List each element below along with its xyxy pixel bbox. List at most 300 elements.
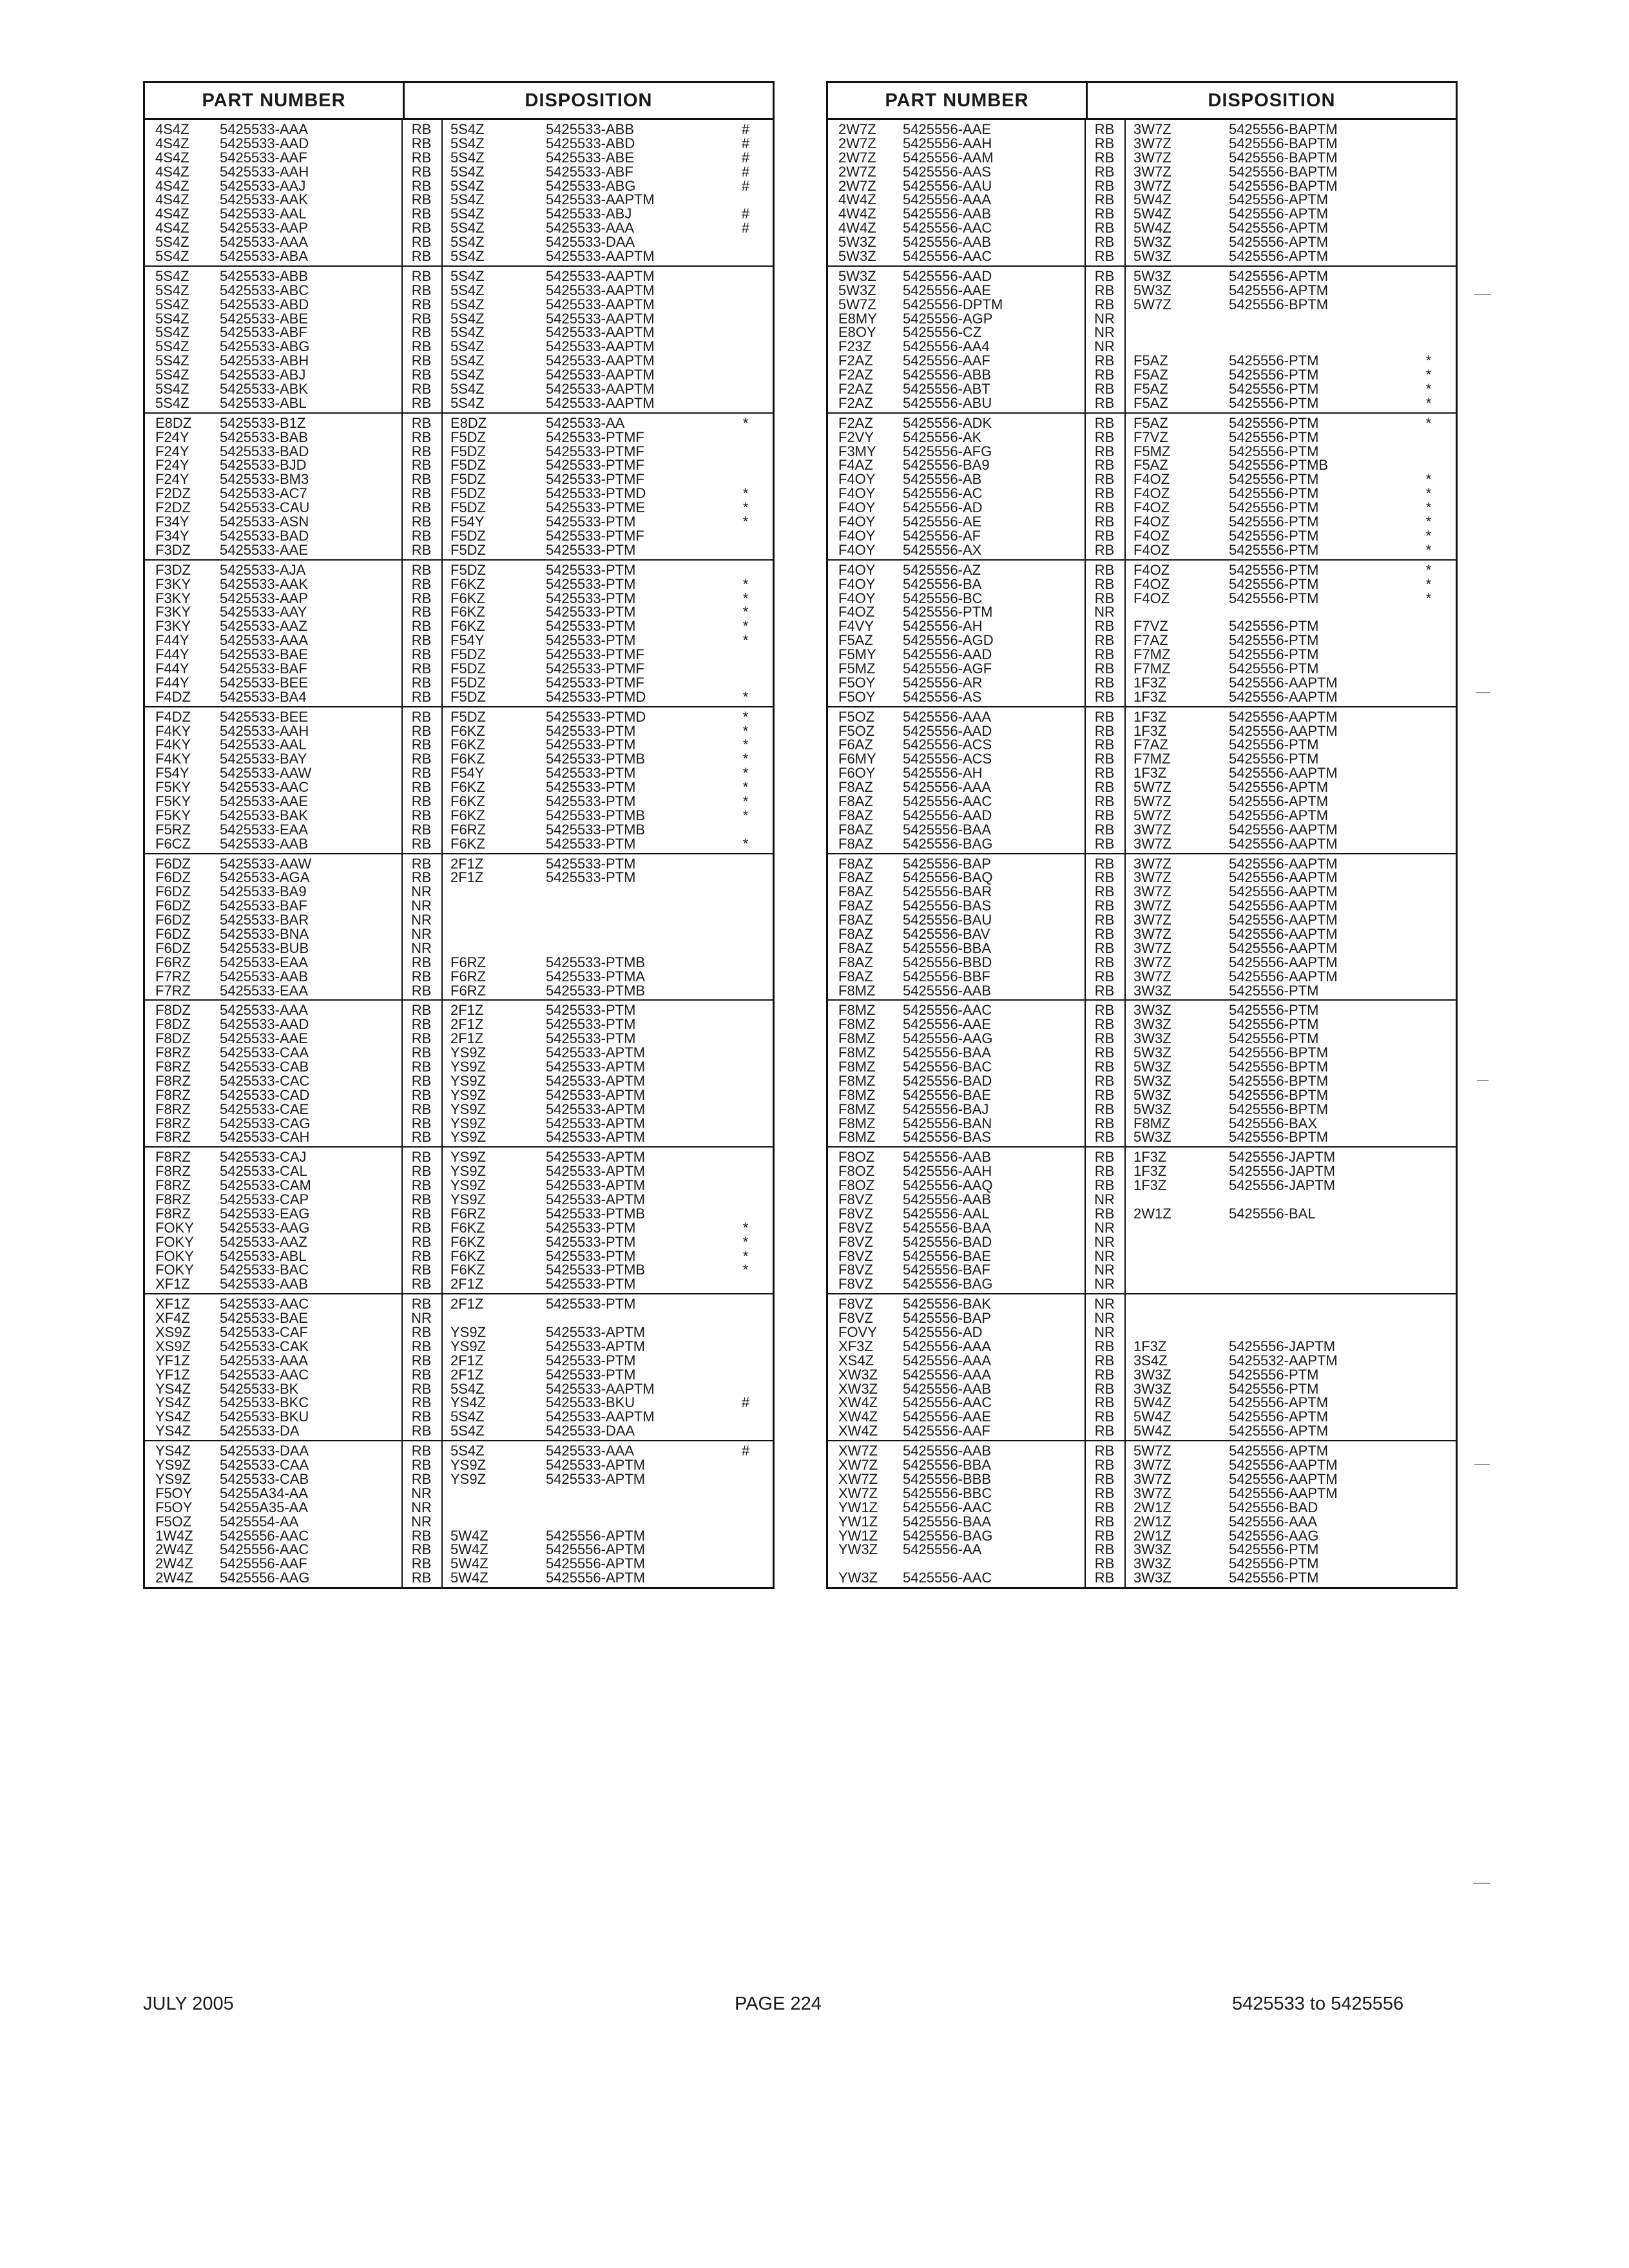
replacement-number: 5425533-PTM <box>546 1296 636 1312</box>
replacement-number: 5425556-APTM <box>1229 248 1329 265</box>
part-number: 5425556-AK <box>903 428 982 445</box>
replacement-number: 5425533-AAPTM <box>546 282 655 298</box>
replacement-number: 5425533-PTM <box>546 1016 636 1033</box>
table-row <box>145 179 773 193</box>
part-prefix: F8VZ <box>838 1233 873 1250</box>
note-mark <box>1409 1444 1448 1458</box>
replacement-prefix: 2F1Z <box>450 1276 484 1293</box>
part-prefix: F44Y <box>155 660 189 677</box>
note-mark <box>1409 1410 1448 1424</box>
note-mark <box>726 1311 765 1325</box>
replacement-number <box>546 1501 726 1515</box>
table-row <box>828 591 1456 606</box>
replacement-prefix: F6KZ <box>450 618 485 635</box>
part-number: 5425533-BKC <box>220 1394 309 1411</box>
part-number: 5425533-AAK <box>220 191 308 208</box>
part-number: 5425556-AAC <box>903 248 992 265</box>
replacement-number: 5425556-PTM <box>1229 590 1319 606</box>
replacement-number: 5425556-APTM <box>546 1541 646 1558</box>
table-row <box>145 662 773 676</box>
disposition-code: RB <box>1094 1352 1115 1369</box>
replacement-number: 5425556-PTMB <box>1229 457 1329 474</box>
part-prefix: F44Y <box>155 674 189 691</box>
replacement-prefix: YS9Z <box>450 1457 487 1474</box>
disposition-code: NR <box>1094 338 1115 355</box>
note-mark: * <box>1425 471 1432 488</box>
note-mark: # <box>741 121 750 137</box>
part-number: 5425556-AAB <box>903 1380 991 1397</box>
part-number: 5425533-AAZ <box>220 618 307 635</box>
disposition-code: RB <box>1094 1030 1115 1047</box>
note-mark <box>1409 179 1448 193</box>
part-prefix: F8RZ <box>155 1205 191 1222</box>
disposition-code: RB <box>411 968 432 985</box>
part-prefix: FOVY <box>838 1324 877 1341</box>
table-row <box>145 837 773 851</box>
table-row <box>145 752 773 766</box>
row-group <box>145 1441 773 1587</box>
replacement-prefix: F5DZ <box>450 660 486 677</box>
part-prefix: 4W4Z <box>838 206 876 222</box>
part-number: 5425533-AAC <box>220 1296 309 1312</box>
replacement-number <box>1229 1277 1409 1291</box>
disposition-code: RB <box>411 1394 432 1411</box>
replacement-prefix: 3W7Z <box>1133 968 1171 985</box>
part-number: 5425556-AAB <box>903 982 991 999</box>
disposition-code: NR <box>1094 1310 1115 1327</box>
replacement-prefix: 3W7Z <box>1133 149 1171 166</box>
replacement-number: 5425556-PTM <box>1229 1016 1319 1033</box>
replacement-number: 5425556-AAPTM <box>1229 869 1338 886</box>
note-mark: * <box>1425 352 1432 369</box>
part-number: 5425533-AAD <box>220 1016 309 1033</box>
disposition-code: RB <box>1094 381 1115 398</box>
table-row <box>145 312 773 326</box>
note-mark <box>1409 1249 1448 1264</box>
note-mark: * <box>742 1262 749 1278</box>
replacement-number: 5425556-PTM <box>1229 982 1319 999</box>
table-row <box>828 1130 1456 1144</box>
replacement-prefix <box>1124 605 1229 619</box>
replacement-prefix: F5DZ <box>450 541 486 558</box>
table-row <box>145 1297 773 1311</box>
part-number: 5425533-AAW <box>220 855 312 872</box>
replacement-number: 5425533-PTMA <box>546 968 646 985</box>
table-row <box>145 486 773 501</box>
replacement-number: 5425556-PTM <box>1229 443 1319 459</box>
part-prefix: F6DZ <box>155 925 191 942</box>
disposition-code: RB <box>411 1338 432 1354</box>
part-number: 5425533-ABL <box>220 1247 307 1264</box>
table-row <box>828 151 1456 165</box>
disposition-code: RB <box>1094 632 1115 649</box>
disposition-code: RB <box>411 234 432 251</box>
replacement-number: 5425556-APTM <box>1229 191 1329 208</box>
disposition-code: RB <box>411 1030 432 1047</box>
replacement-number: 5425533-APTM <box>546 1044 646 1061</box>
note-mark: * <box>1425 527 1432 544</box>
disposition-code: RB <box>1094 220 1115 236</box>
part-number: 5425556-BAJ <box>903 1100 989 1117</box>
part-prefix: F6DZ <box>155 883 191 900</box>
part-number: 5425556-AAD <box>903 267 992 284</box>
disposition-code: RB <box>411 163 432 180</box>
disposition-code: RB <box>1094 471 1115 488</box>
disposition-code: RB <box>1094 1366 1115 1383</box>
table-row <box>145 340 773 354</box>
replacement-number: 5425533-PTM <box>546 514 636 530</box>
part-prefix: F6MY <box>838 751 876 767</box>
note-mark: * <box>742 722 749 739</box>
replacement-prefix: 5W4Z <box>450 1541 488 1558</box>
replacement-number <box>546 913 726 927</box>
part-prefix: F4OY <box>838 514 876 530</box>
table-row <box>828 165 1456 179</box>
part-prefix: F3KY <box>155 590 191 606</box>
table-row <box>145 165 773 179</box>
replacement-number: 5425556-BAL <box>1229 1205 1316 1222</box>
table-row <box>828 207 1456 221</box>
note-mark <box>1409 1032 1448 1046</box>
note-mark <box>1409 151 1448 165</box>
note-mark <box>726 312 765 326</box>
disposition-code: RB <box>411 135 432 151</box>
table-row <box>828 472 1456 486</box>
disposition-code: RB <box>1094 1485 1115 1501</box>
part-number: 5425556-AAH <box>903 135 992 151</box>
note-mark: * <box>1425 381 1432 398</box>
part-number: 5425533-CAC <box>220 1072 310 1089</box>
part-prefix: F8RZ <box>155 1086 191 1103</box>
table-row <box>828 1396 1456 1410</box>
replacement-number: 5425533-PTM <box>546 1247 636 1264</box>
disposition-code: NR <box>411 939 432 956</box>
replacement-prefix: F6RZ <box>450 954 486 970</box>
table-row <box>145 235 773 249</box>
part-number: 5425556-AGP <box>903 310 993 327</box>
table-row <box>828 662 1456 676</box>
part-prefix: XW4Z <box>838 1408 878 1425</box>
replacement-prefix: 3W7Z <box>1133 821 1171 838</box>
table-row <box>828 1235 1456 1249</box>
part-number: 5425533-BAR <box>220 912 309 928</box>
replacement-number <box>546 885 726 899</box>
replacement-prefix: F6KZ <box>450 835 485 852</box>
replacement-number: 5425533-PTMB <box>546 1205 646 1222</box>
replacement-number: 5425533-AAPTM <box>546 310 655 327</box>
part-number: 5425533-AGA <box>220 869 310 886</box>
replacement-number: 5425533-ABB <box>546 121 634 137</box>
table-row <box>145 1325 773 1340</box>
replacement-number: 5425556-PTM <box>1229 632 1319 649</box>
replacement-prefix <box>1124 1235 1229 1249</box>
table-row <box>828 724 1456 738</box>
part-number: 5425556-AS <box>903 688 982 705</box>
table-row <box>828 956 1456 970</box>
disposition-code: RB <box>1094 514 1115 530</box>
part-prefix: F4OY <box>838 499 876 516</box>
note-mark <box>1409 1542 1448 1557</box>
table-row <box>145 1235 773 1249</box>
note-mark: * <box>742 708 749 725</box>
table-row <box>828 857 1456 871</box>
replacement-number <box>546 1486 726 1501</box>
replacement-prefix: F7MZ <box>1133 660 1171 677</box>
note-mark <box>1409 619 1448 633</box>
replacement-number: 5425533-AAPTM <box>546 1408 655 1425</box>
note-mark <box>726 382 765 396</box>
disposition-code: RB <box>1094 835 1115 852</box>
part-prefix: F6DZ <box>155 912 191 928</box>
table-row <box>145 1263 773 1277</box>
note-mark <box>726 1046 765 1060</box>
table-row <box>145 577 773 591</box>
note-mark <box>1409 1557 1448 1571</box>
table-row <box>145 857 773 871</box>
replacement-prefix <box>1124 312 1229 326</box>
table-row <box>145 1486 773 1501</box>
disposition-code: RB <box>1094 135 1115 151</box>
disposition-code: RB <box>411 1276 432 1293</box>
disposition-code: RB <box>411 736 432 753</box>
part-number: 5425556-AAM <box>903 149 994 166</box>
disposition-code: RB <box>411 1086 432 1103</box>
part-prefix: F8MZ <box>838 1016 876 1033</box>
part-number: 5425556-AAC <box>903 1570 992 1586</box>
table-row <box>828 913 1456 927</box>
part-number: 5425556-BAD <box>903 1072 992 1089</box>
part-number: 5425533-BAB <box>220 428 308 445</box>
part-prefix: 4S4Z <box>155 206 189 222</box>
replacement-prefix: YS9Z <box>450 1163 487 1180</box>
table-row <box>828 927 1456 941</box>
table-row <box>145 1003 773 1017</box>
table-row <box>828 325 1456 340</box>
replacement-prefix <box>1124 1263 1229 1277</box>
table-row <box>145 899 773 913</box>
part-prefix: F4OY <box>838 485 876 502</box>
disposition-code: RB <box>1094 1380 1115 1397</box>
table-row <box>145 325 773 340</box>
disposition-code: RB <box>1094 561 1115 578</box>
part-prefix: 2W7Z <box>838 177 876 194</box>
part-number: 5425556-AAB <box>903 206 991 222</box>
replacement-prefix: 5S4Z <box>450 1423 485 1439</box>
note-mark <box>1409 870 1448 885</box>
disposition-code: NR <box>1094 310 1115 327</box>
replacement-prefix: YS9Z <box>450 1149 487 1166</box>
replacement-prefix: F7AZ <box>1133 632 1168 649</box>
part-number: 5425533-BAF <box>220 898 307 914</box>
part-number: 5425556-BAA <box>903 1219 991 1236</box>
replacement-prefix: 5W4Z <box>1133 1423 1171 1439</box>
replacement-prefix: 5S4Z <box>450 1380 485 1397</box>
part-prefix: F8MZ <box>838 1115 876 1131</box>
replacement-prefix: 3W3Z <box>1133 1380 1171 1397</box>
replacement-number: 5425533-PTM <box>546 590 636 606</box>
note-mark: * <box>742 736 749 753</box>
replacement-prefix: 2F1Z <box>450 1030 484 1047</box>
part-number: 5425556-BAA <box>903 1044 991 1061</box>
part-number: 5425533-AAB <box>220 835 308 852</box>
replacement-number <box>1229 1221 1409 1235</box>
note-mark <box>1409 1472 1448 1486</box>
replacement-number: 5425556-BAX <box>1229 1115 1317 1131</box>
replacement-prefix: 5S4Z <box>450 352 485 369</box>
table-row <box>828 122 1456 137</box>
note-mark: * <box>1425 541 1432 558</box>
disposition-code: RB <box>1094 708 1115 725</box>
disposition-code: RB <box>411 1072 432 1089</box>
table-row <box>145 780 773 794</box>
part-number: 5425556-AAD <box>903 722 992 739</box>
part-number: 5425556-AAH <box>903 1163 992 1180</box>
part-prefix: YS4Z <box>155 1423 191 1439</box>
part-number: 5425533-BAD <box>220 443 309 459</box>
table-row <box>145 1207 773 1221</box>
table-row <box>145 1117 773 1131</box>
part-number: 5425556-AAB <box>903 1191 991 1208</box>
replacement-number: 5425556-PTM <box>1229 394 1319 411</box>
replacement-prefix: 3W3Z <box>1133 1570 1171 1586</box>
table-row <box>145 823 773 837</box>
note-mark: * <box>742 1219 749 1236</box>
disposition-heading: DISPOSITION <box>403 83 773 118</box>
part-number: 5425533-AJA <box>220 561 306 578</box>
replacement-prefix: F6KZ <box>450 722 485 739</box>
replacement-number <box>1229 1311 1409 1325</box>
disposition-code: RB <box>1094 883 1115 900</box>
replacement-number: 5425556-PTM <box>1229 1002 1319 1019</box>
right-table-body <box>828 120 1456 1587</box>
replacement-number: 5425556-PTM <box>1229 352 1319 369</box>
replacement-prefix: 3W7Z <box>1133 1470 1171 1487</box>
part-number: 5425556-AF <box>903 527 981 544</box>
note-mark <box>1409 1060 1448 1074</box>
part-prefix: F2DZ <box>155 499 191 516</box>
part-prefix: F8MZ <box>838 1129 876 1146</box>
table-row <box>828 1060 1456 1074</box>
part-prefix: 5S4Z <box>155 381 189 398</box>
disposition-code: RB <box>411 499 432 516</box>
disposition-code: RB <box>411 1541 432 1558</box>
replacement-number: 5425533-APTM <box>546 1338 646 1354</box>
table-row <box>145 193 773 207</box>
part-prefix: F4OY <box>838 541 876 558</box>
part-prefix: 4S4Z <box>155 149 189 166</box>
part-number: 5425533-AAE <box>220 1030 308 1047</box>
replacement-number: 5425533-PTM <box>546 736 636 753</box>
replacement-number: 5425556-AAPTM <box>1229 708 1338 725</box>
replacement-number: 5425533-APTM <box>546 1072 646 1089</box>
disposition-code: RB <box>1094 1541 1115 1558</box>
part-number: 5425533-AAW <box>220 765 312 782</box>
part-prefix: F8MZ <box>838 1059 876 1075</box>
part-prefix: 5W3Z <box>838 248 876 265</box>
disposition-code: RB <box>411 561 432 578</box>
part-prefix: F8DZ <box>155 1030 191 1047</box>
table-row <box>828 1472 1456 1486</box>
part-number: 5425533-ABF <box>220 324 307 341</box>
part-prefix: XF1Z <box>155 1276 190 1293</box>
part-prefix: 4S4Z <box>155 220 189 236</box>
replacement-number: 5425556-PTM <box>1229 471 1319 488</box>
note-mark <box>1409 780 1448 794</box>
replacement-prefix: YS9Z <box>450 1059 487 1075</box>
part-number: 5425533-AAB <box>220 968 308 985</box>
replacement-number: 5425533-PTM <box>546 1030 636 1047</box>
replacement-number: 5425533-PTM <box>546 793 636 809</box>
note-mark <box>726 298 765 312</box>
replacement-number: 5425533-PTM <box>546 561 636 578</box>
disposition-code: RB <box>411 807 432 823</box>
note-mark <box>1409 1340 1448 1354</box>
note-mark <box>1409 633 1448 648</box>
note-mark <box>1409 1130 1448 1144</box>
replacement-number <box>1229 1325 1409 1340</box>
table-row <box>828 577 1456 591</box>
part-prefix: F4AZ <box>838 457 873 474</box>
part-prefix: 5S4Z <box>155 282 189 298</box>
replacement-prefix: 5W3Z <box>1133 1129 1171 1146</box>
replacement-prefix: F4OZ <box>1133 590 1170 606</box>
disposition-code: NR <box>1094 1296 1115 1312</box>
replacement-prefix: F4OZ <box>1133 541 1170 558</box>
replacement-number: 5425556-PTM <box>1229 1555 1319 1572</box>
note-mark <box>1409 885 1448 899</box>
part-prefix: 5W3Z <box>838 234 876 251</box>
disposition-code: RB <box>1094 736 1115 753</box>
part-prefix: F8VZ <box>838 1262 873 1278</box>
disposition-code: RB <box>411 1457 432 1474</box>
part-number: 5425533-AAC <box>220 779 309 796</box>
part-number: 5425533-CAF <box>220 1324 308 1341</box>
table-row <box>828 1046 1456 1060</box>
replacement-prefix: F6RZ <box>450 821 486 838</box>
disposition-code: RB <box>1094 618 1115 635</box>
note-mark <box>726 563 765 577</box>
note-mark <box>1409 766 1448 780</box>
note-mark <box>1409 1178 1448 1193</box>
replacement-prefix: F6KZ <box>450 590 485 606</box>
replacement-prefix: 3W7Z <box>1133 869 1171 886</box>
disposition-code: RB <box>411 1527 432 1544</box>
part-number: 5425533-BAE <box>220 1310 308 1327</box>
replacement-prefix: F4OZ <box>1133 527 1170 544</box>
part-number: 54255A35-AA <box>220 1499 308 1515</box>
part-number: 5425556-BAG <box>903 1276 993 1293</box>
replacement-prefix: 5S4Z <box>450 310 485 327</box>
replacement-number: 5425533-PTME <box>546 499 646 516</box>
table-row <box>828 1458 1456 1472</box>
replacement-number: 5425533-ABF <box>546 163 633 180</box>
part-prefix: F8OZ <box>838 1163 875 1180</box>
part-prefix: 5S4Z <box>155 248 189 265</box>
table-row <box>145 298 773 312</box>
replacement-number: 5425556-APTM <box>1229 793 1329 809</box>
part-prefix: YW3Z <box>838 1541 878 1558</box>
part-prefix <box>828 1557 903 1571</box>
table-row <box>145 956 773 970</box>
disposition-code: RB <box>1094 1408 1115 1425</box>
disposition-code: RB <box>1094 177 1115 194</box>
table-row <box>828 515 1456 529</box>
part-prefix: F5MY <box>838 646 876 663</box>
replacement-number: 5425533-PTMF <box>546 674 644 691</box>
note-mark <box>726 1150 765 1164</box>
part-number: 5425533-BEE <box>220 708 308 725</box>
replacement-number: 5425533-PTM <box>546 722 636 739</box>
